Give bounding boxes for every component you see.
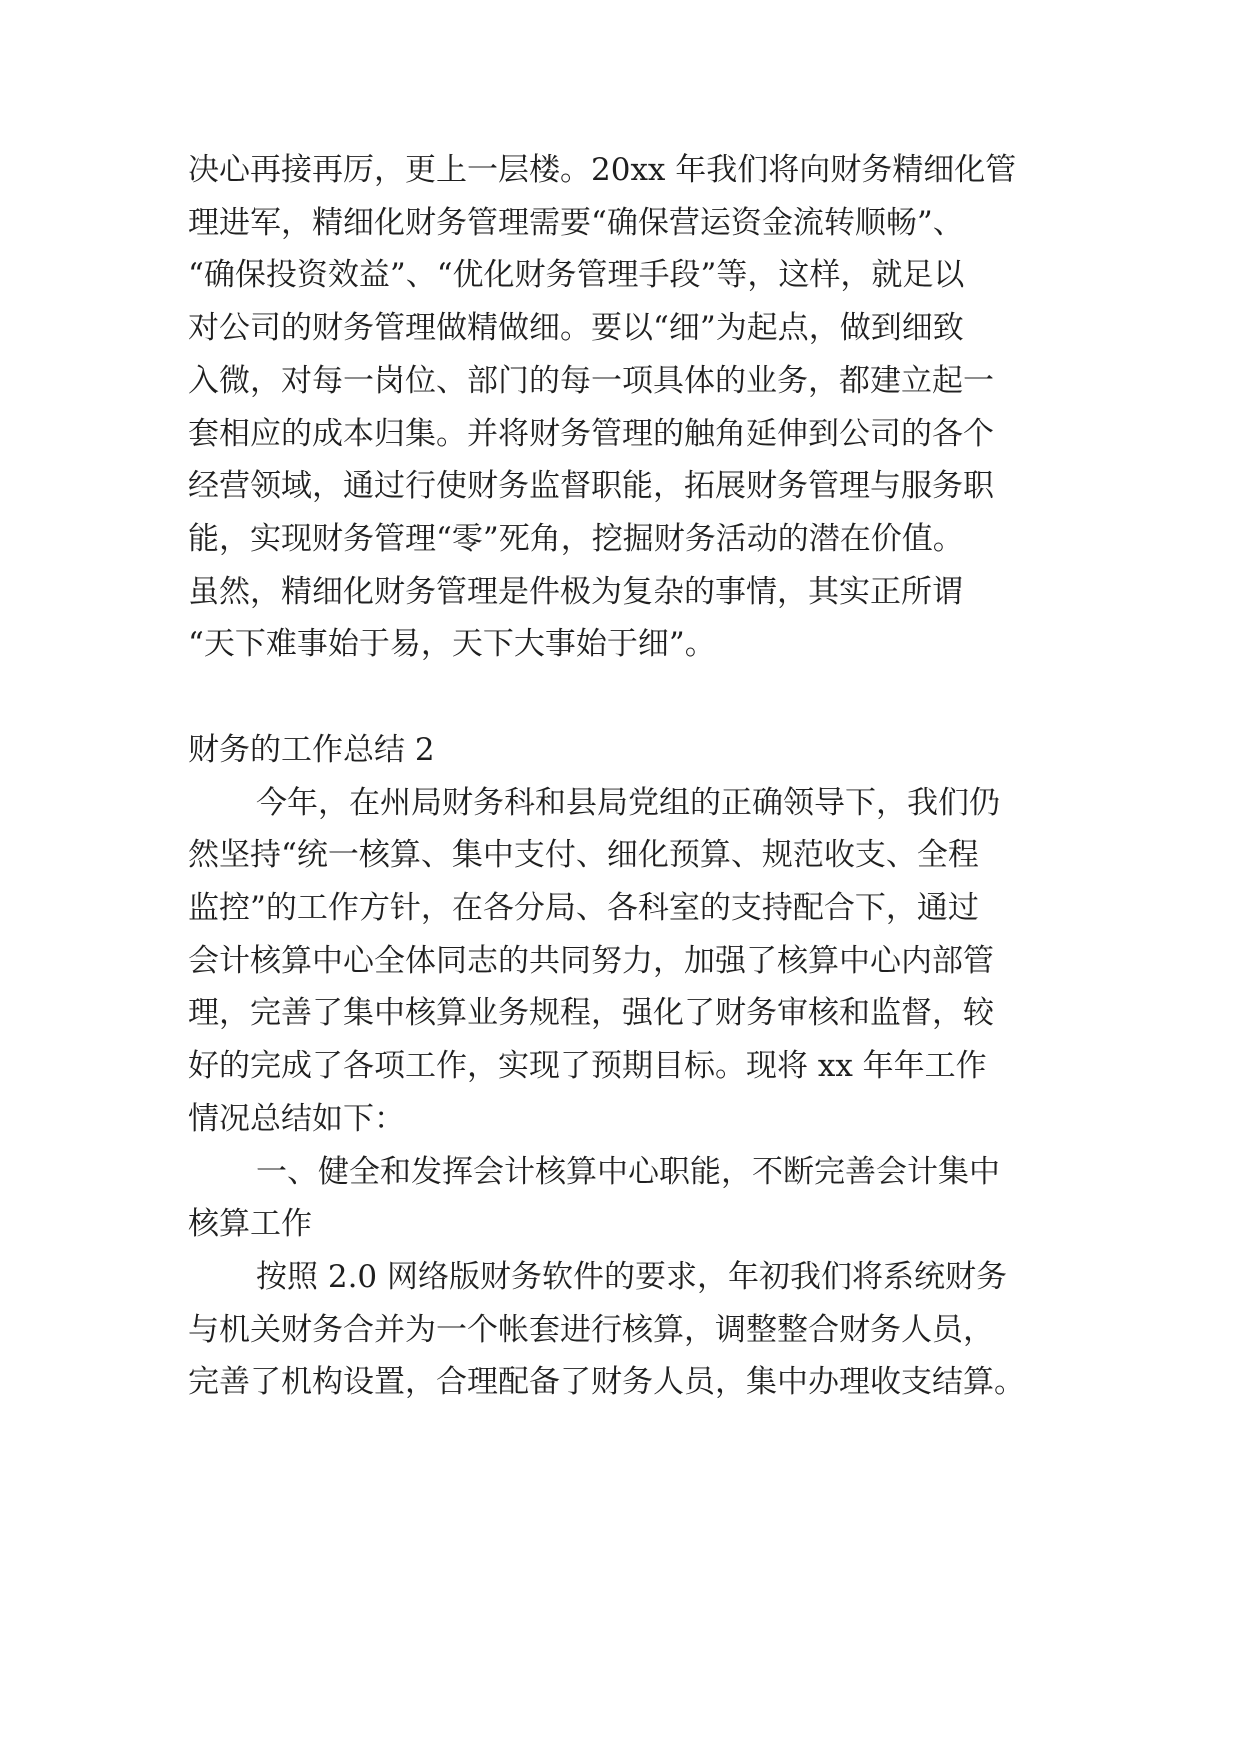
paragraph1-line: 理进军，精细化财务管理需要“确保营运资金流转顺畅”、 [188,205,964,241]
paragraph2-line: 监控”的工作方针，在各分局、各科室的支持配合下，通过 [188,890,979,926]
paragraph2-line: 情况总结如下： [188,1101,405,1137]
paragraph1-line: 经营领域，通过行使财务监督职能，拓展财务管理与服务职 [188,468,994,504]
paragraph3-line: 按照 2.0 网络版财务软件的要求，年初我们将系统财务 [256,1259,1008,1295]
heading1-line: 核算工作 [188,1206,312,1242]
paragraph2-line: 好的完成了各项工作，实现了预期目标。现将 xx 年年工作 [188,1048,987,1084]
heading1-line: 一、健全和发挥会计核算中心职能，不断完善会计集中 [256,1154,1000,1190]
paragraph1-line: 对公司的财务管理做精做细。要以“细”为起点，做到细致 [188,310,964,346]
paragraph2-line: 今年，在州局财务科和县局党组的正确领导下，我们仍 [256,785,1000,821]
paragraph1-line: “确保投资效益”、“优化财务管理手段”等，这样，就足以 [188,257,965,293]
section-title: 财务的工作总结 2 [188,732,435,768]
paragraph1-line: 入微，对每一岗位、部门的每一项具体的业务，都建立起一 [188,363,994,399]
paragraph2-line: 会计核算中心全体同志的共同努力，加强了核算中心内部管 [188,943,994,979]
paragraph3-line: 完善了机构设置，合理配备了财务人员，集中办理收支结算。 [188,1364,1025,1400]
paragraph2-line: 然坚持“统一核算、集中支付、细化预算、规范收支、全程 [188,837,979,873]
paragraph1-line: 能，实现财务管理“零”死角，挖掘财务活动的潜在价值。 [188,521,964,557]
paragraph2-line: 理，完善了集中核算业务规程，强化了财务审核和监督，较 [188,995,994,1031]
paragraph1-line: “天下难事始于易，天下大事始于细”。 [188,626,716,662]
paragraph1-line: 虽然，精细化财务管理是件极为复杂的事情，其实正所谓 [188,574,963,610]
paragraph1-line: 决心再接再厉，更上一层楼。20xx 年我们将向财务精细化管 [188,152,1017,188]
paragraph1-line: 套相应的成本归集。并将财务管理的触角延伸到公司的各个 [188,416,994,452]
paragraph3-line: 与机关财务合并为一个帐套进行核算，调整整合财务人员， [188,1312,994,1348]
